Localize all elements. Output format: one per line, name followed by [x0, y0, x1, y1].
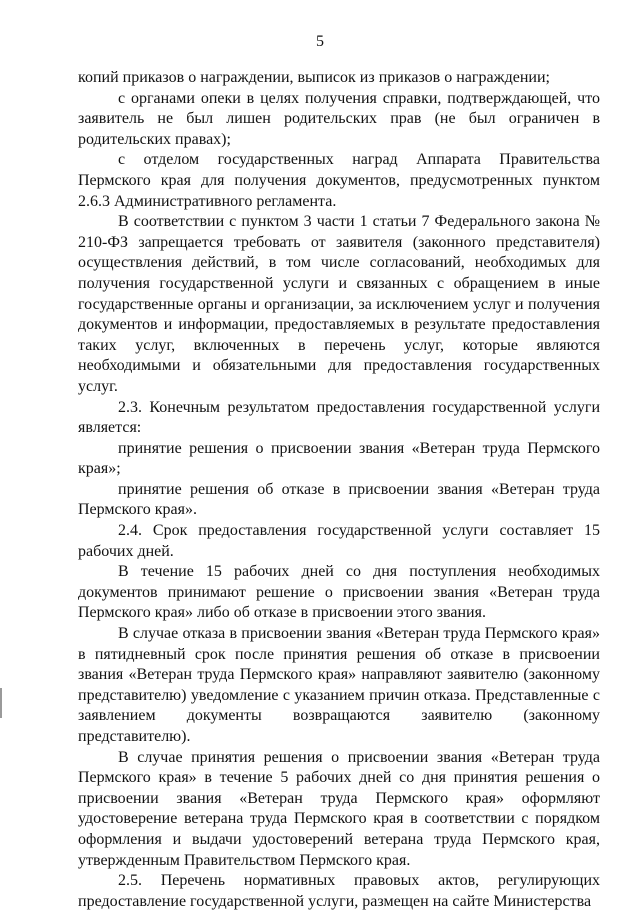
paragraph-result-granted: принятие решения о присвоении звания «Ветеран труда Пермского края»;	[78, 439, 600, 478]
page-number: 5	[316, 33, 324, 50]
paragraph-guardianship: с органами опеки в целях получения справки, подтверждающей, что заявитель не был лишен родительских прав (не был ограничен в родительских правах);	[78, 89, 600, 148]
paragraph-federal-law: В соответствии с пунктом 3 части 1 статьи 7 Федерального закона № 210-ФЗ запрещается требовать от заявителя (законного представителя) осуществления действий, в том числе согласований, необходимых для получения государственной услуги и связанных с обращением в иные государственные органы и организации, за исключением услуг и получения документов и информации, предоставляемых в результате предоставления таких услуг, включенных в перечень услуг, которые являются необходимыми и обязательными для предоставления государственных услуг.	[78, 213, 600, 395]
paragraph-section-2-5: 2.5. Перечень нормативных правовых актов, регулирующих предоставление государственной услуги, размещен на сайте Министерства	[78, 872, 600, 910]
paragraph-grant-case: В случае принятия решения о присвоении звания «Ветеран труда Пермского края» в течение 5 рабочих дней со дня принятия решения о присвоении звания «Ветеран труда Пермского края» оформляют удостоверение ветерана труда Пермского края в соответствии с порядком оформления и выдачи удостоверений ветерана труда Пермского края, утвержденным Правительством Пермского края.	[78, 748, 600, 869]
paragraph-decision-term: В течение 15 рабочих дней со дня поступления необходимых документов принимают решение о присвоении звания «Ветеран труда Пермского края» либо об отказе в присвоении этого звания.	[78, 563, 600, 622]
paragraph-awards-department: с отделом государственных наград Аппарата Правительства Пермского края для получения документов, предусмотренных пунктом 2.6.3 Административного регламента.	[78, 151, 600, 210]
paragraph-section-2-4: 2.4. Срок предоставления государственной услуги составляет 15 рабочих дней.	[78, 522, 600, 560]
document-body	[78, 68, 600, 912]
paragraph-result-refused: принятие решения об отказе в присвоении звания «Ветеран труда Пермского края».	[78, 480, 600, 519]
scan-edge-mark	[0, 688, 2, 718]
paragraph-orders-copies: копий приказов о награждении, выписок из приказов о награждении;	[78, 69, 550, 86]
paragraph-refusal-case: В случае отказа в присвоении звания «Ветеран труда Пермского края» в пятидневный срок после принятия решения об отказе в присвоении звания «Ветеран труда Пермского края» направляют заявителю (законному представителю) уведомление с указанием причин отказа. Представленные с заявлением документы возвращаются заявителю (законному представителю).	[78, 625, 600, 745]
paragraph-section-2-3: 2.3. Конечным результатом предоставления государственной услуги является:	[78, 398, 600, 437]
